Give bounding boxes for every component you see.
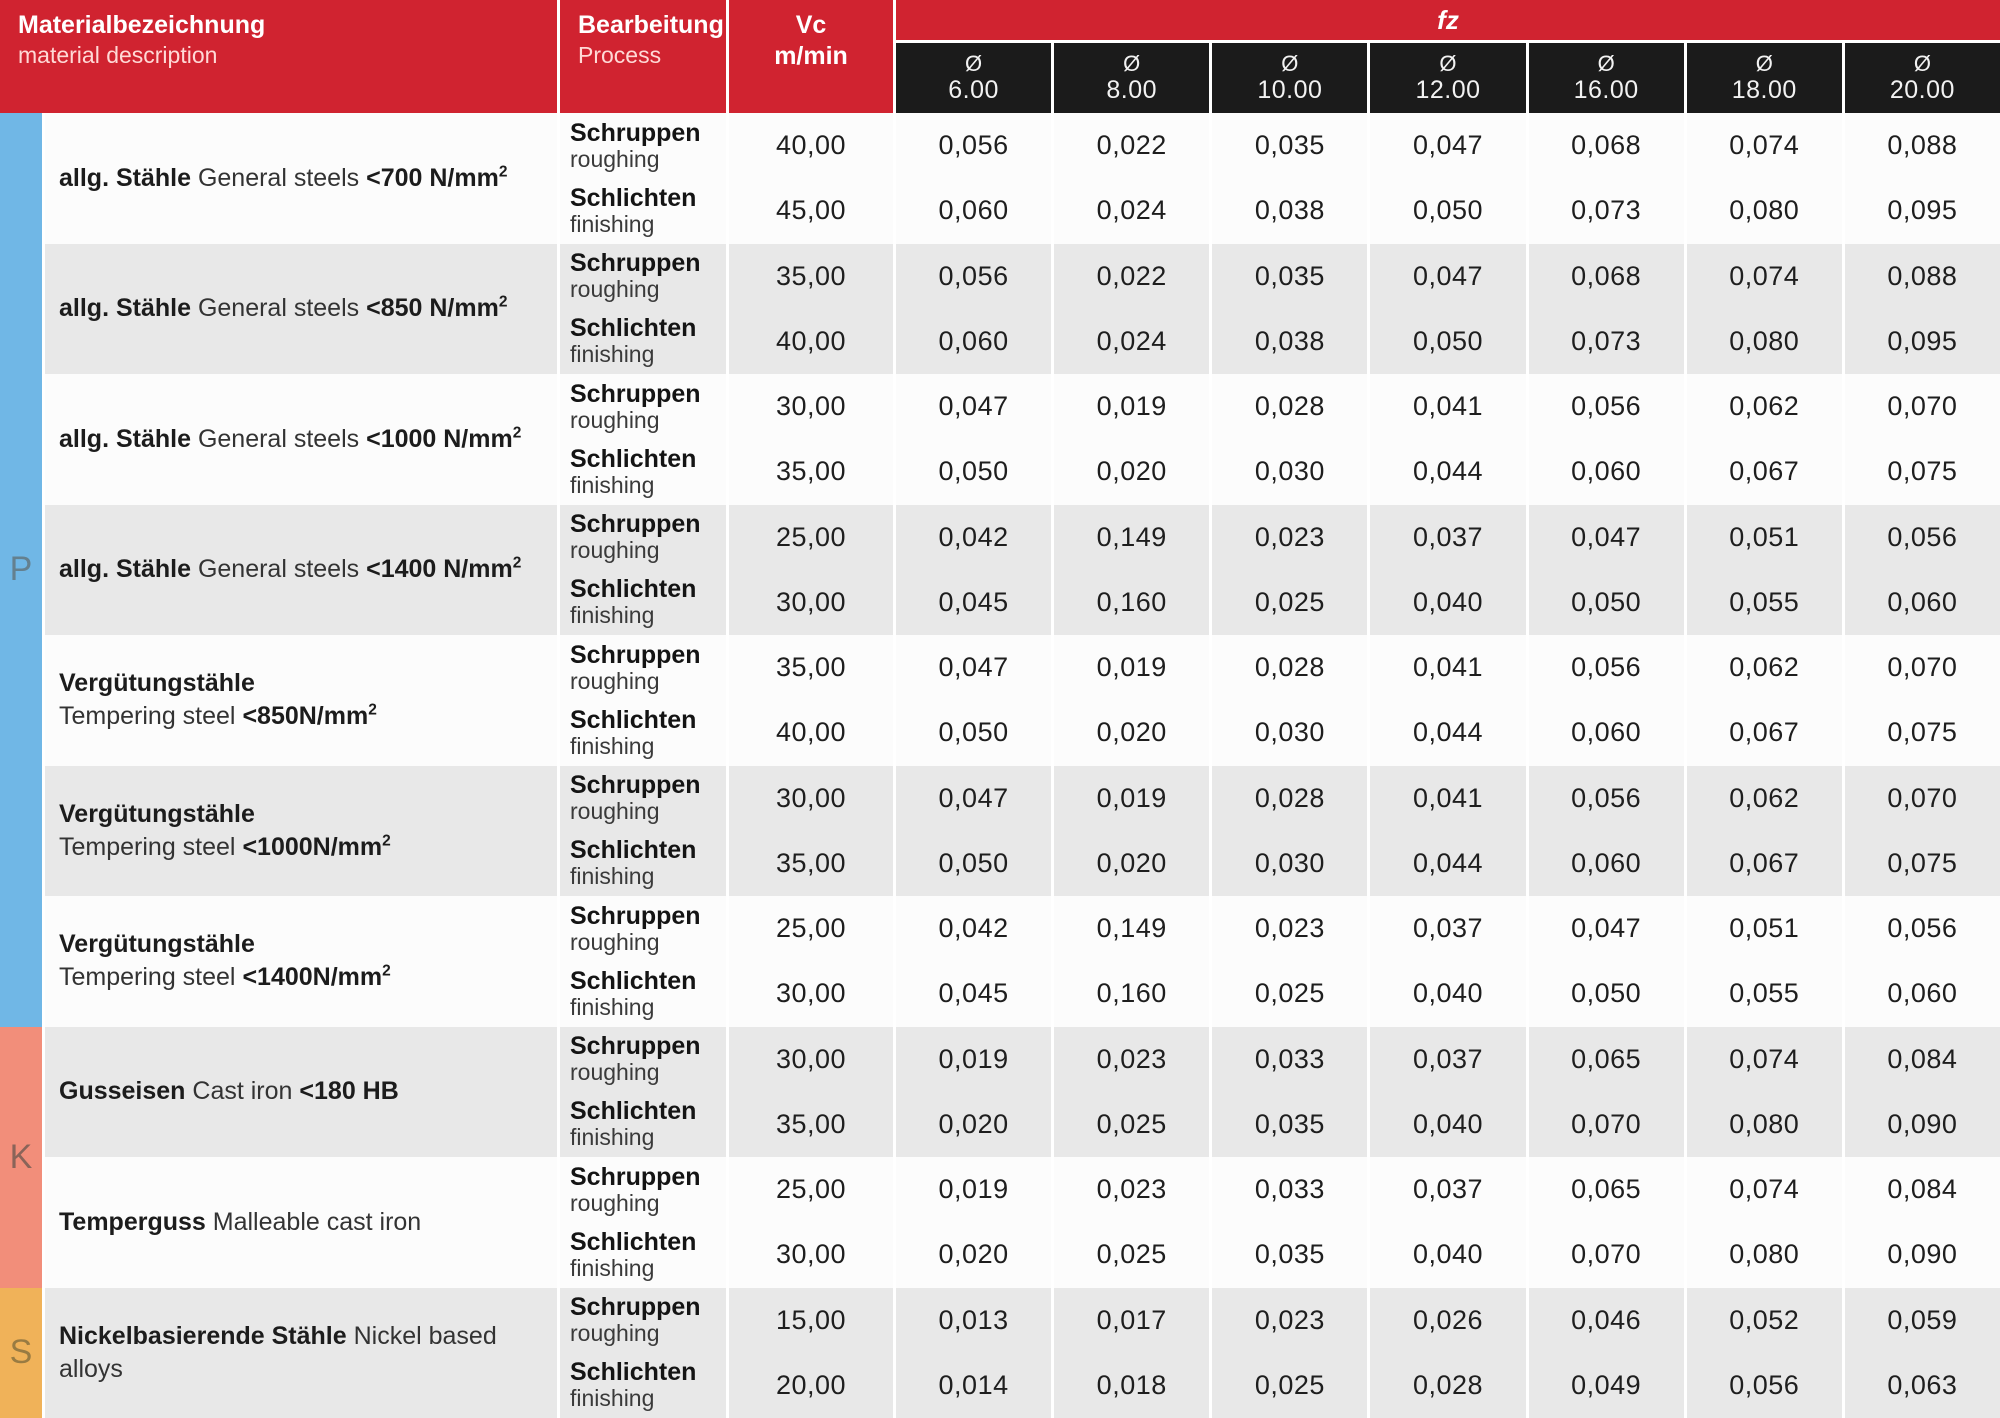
fz-value-cell: 0,062 (1687, 374, 1842, 439)
material-cell (45, 505, 557, 636)
fz-value-cell: 0,023 (1054, 1027, 1209, 1092)
material-name-en: Tempering steel $<1400N/mm^2$ (59, 962, 391, 992)
material-name: allg. Stähle General steels <850 $N/mm^2$ (59, 293, 508, 323)
vc-value-cell: 35,00 (729, 635, 893, 700)
vc-value-cell: 40,00 (729, 309, 893, 374)
process-label-de: Schruppen (570, 1293, 701, 1322)
process-label-en: roughing (570, 798, 660, 825)
fz-value-cell: 0,035 (1212, 244, 1367, 309)
fz-value-cell: 0,084 (1845, 1027, 2000, 1092)
fz-value-cell: 0,068 (1529, 113, 1684, 178)
fz-value-cell: 0,050 (896, 439, 1051, 504)
header-fz-group (896, 0, 2000, 113)
fz-value-cell: 0,019 (1054, 635, 1209, 700)
process-cell-finishing (560, 309, 726, 374)
material-group-letter: K (9, 1137, 33, 1176)
process-label-en: roughing (570, 276, 660, 303)
fz-value-cell: 0,025 (1212, 570, 1367, 635)
fz-value-cell: 0,037 (1370, 1027, 1525, 1092)
process-label-de: Schlichten (570, 1097, 697, 1126)
fz-value-cell: 0,056 (1687, 1353, 1842, 1418)
fz-value-cell: 0,019 (1054, 374, 1209, 439)
process-cell-roughing (560, 505, 726, 570)
fz-value-cell: 0,062 (1687, 635, 1842, 700)
fz-value-cell: 0,051 (1687, 505, 1842, 570)
material-name: Temperguss Malleable cast iron (59, 1207, 422, 1236)
fz-value-cell: 0,041 (1370, 766, 1525, 831)
process-cell-finishing (560, 831, 726, 896)
vc-value-cell: 30,00 (729, 961, 893, 1026)
fz-value-cell: 0,060 (896, 309, 1051, 374)
fz-value-cell: 0,070 (1845, 766, 2000, 831)
fz-value-cell: 0,065 (1529, 1157, 1684, 1222)
material-name-en: Tempering steel $<1000N/mm^2$ (59, 832, 391, 861)
process-label-en: finishing (570, 732, 655, 759)
fz-value-cell: 0,047 (896, 766, 1051, 831)
fz-value-cell: 0,024 (1054, 178, 1209, 243)
fz-value-cell: 0,149 (1054, 896, 1209, 961)
fz-value-cell: 0,070 (1529, 1222, 1684, 1287)
material-cell (45, 1157, 557, 1288)
header-vc (729, 0, 893, 113)
fz-value-cell: 0,088 (1845, 113, 2000, 178)
fz-value-cell: 0,047 (1370, 244, 1525, 309)
fz-value-cell: 0,038 (1212, 178, 1367, 243)
fz-value-cell: 0,037 (1370, 505, 1525, 570)
fz-value-cell: 0,047 (1529, 505, 1684, 570)
fz-value-cell: 0,056 (1529, 635, 1684, 700)
fz-value-cell: 0,075 (1845, 439, 2000, 504)
fz-value-cell: 0,025 (1212, 1353, 1367, 1418)
header-process-label-de: Bearbeitung (578, 11, 724, 39)
vc-value-cell: 35,00 (729, 244, 893, 309)
process-label-en: roughing (570, 1320, 660, 1347)
vc-value-cell: 45,00 (729, 178, 893, 243)
fz-value-cell: 0,047 (896, 635, 1051, 700)
process-label-de: Schruppen (570, 379, 701, 408)
diameter-header-cell (1529, 43, 1684, 113)
fz-value-cell: 0,037 (1370, 896, 1525, 961)
fz-value-cell: 0,080 (1687, 1222, 1842, 1287)
process-label-de: Schruppen (570, 640, 701, 669)
fz-value-cell: 0,065 (1529, 1027, 1684, 1092)
table-body (0, 113, 2000, 1418)
material-name-en: Tempering steel $<850N/mm^2$ (59, 701, 377, 731)
fz-value-cell: 0,047 (1370, 113, 1525, 178)
material-group-band-P (0, 113, 42, 1027)
fz-value-cell: 0,070 (1529, 1092, 1684, 1157)
diameter-symbol: Ø (1281, 50, 1299, 76)
diameter-symbol: Ø (1439, 50, 1457, 76)
fz-value-cell: 0,035 (1212, 113, 1367, 178)
material-group-band-S (0, 1288, 42, 1418)
process-label-en: finishing (570, 1385, 655, 1412)
fz-value-cell: 0,047 (1529, 896, 1684, 961)
fz-value-cell: 0,080 (1687, 178, 1842, 243)
material-cell (45, 374, 557, 505)
process-cell-finishing (560, 700, 726, 765)
fz-value-cell: 0,019 (896, 1157, 1051, 1222)
fz-value-cell: 0,050 (896, 700, 1051, 765)
process-label-de: Schlichten (570, 444, 697, 473)
diameter-header-cell (896, 43, 1051, 113)
fz-value-cell: 0,019 (1054, 766, 1209, 831)
fz-value-cell: 0,020 (1054, 700, 1209, 765)
fz-value-cell: 0,014 (896, 1353, 1051, 1418)
fz-value-cell: 0,080 (1687, 1092, 1842, 1157)
fz-value-cell: 0,074 (1687, 244, 1842, 309)
fz-value-cell: 0,023 (1212, 505, 1367, 570)
fz-value-cell: 0,056 (1845, 896, 2000, 961)
fz-value-cell: 0,019 (896, 1027, 1051, 1092)
process-label-de: Schlichten (570, 836, 697, 865)
fz-value-cell: 0,013 (896, 1288, 1051, 1353)
material-cell (45, 1288, 557, 1418)
process-label-de: Schruppen (570, 118, 701, 147)
fz-value-cell: 0,060 (896, 178, 1051, 243)
fz-value-cell: 0,023 (1054, 1157, 1209, 1222)
fz-value-cell: 0,060 (1529, 700, 1684, 765)
process-cell-finishing (560, 1092, 726, 1157)
material-name-de: Vergütungstähle (59, 669, 255, 698)
fz-value-cell: 0,050 (1370, 178, 1525, 243)
vc-value-cell: 30,00 (729, 570, 893, 635)
fz-value-cell: 0,075 (1845, 831, 2000, 896)
fz-value-cell: 0,040 (1370, 570, 1525, 635)
process-label-en: roughing (570, 406, 660, 433)
fz-value-cell: 0,020 (896, 1222, 1051, 1287)
fz-value-cell: 0,040 (1370, 1092, 1525, 1157)
header-material-label-en: material description (18, 41, 218, 68)
fz-value-cell: 0,025 (1054, 1222, 1209, 1287)
fz-value-cell: 0,044 (1370, 439, 1525, 504)
fz-value-cell: 0,041 (1370, 374, 1525, 439)
fz-value-cell: 0,056 (896, 113, 1051, 178)
fz-value-cell: 0,055 (1687, 570, 1842, 635)
fz-value-cell: 0,074 (1687, 113, 1842, 178)
diameter-header-cell (1687, 43, 1842, 113)
fz-value-cell: 0,028 (1370, 1353, 1525, 1418)
fz-value-cell: 0,074 (1687, 1027, 1842, 1092)
header-fz-label: fz (896, 0, 2000, 40)
material-name: Nickelbasierende Stähle Nickel based alloys (59, 1321, 497, 1383)
fz-value-cell: 0,050 (1370, 309, 1525, 374)
material-name: allg. Stähle General steels <700 $N/mm^2$ (59, 163, 508, 192)
process-label-de: Schlichten (570, 1227, 697, 1256)
process-cell-roughing (560, 1157, 726, 1222)
fz-value-cell: 0,018 (1054, 1353, 1209, 1418)
fz-value-cell: 0,095 (1845, 309, 2000, 374)
process-label-de: Schlichten (570, 183, 697, 212)
diameter-header-cell (1845, 43, 2000, 113)
fz-value-cell: 0,025 (1212, 961, 1367, 1026)
process-cell-roughing (560, 244, 726, 309)
diameter-symbol: Ø (965, 50, 983, 76)
process-label-en: finishing (570, 1124, 655, 1151)
process-label-de: Schlichten (570, 705, 697, 734)
fz-value-cell: 0,067 (1687, 439, 1842, 504)
fz-value-cell: 0,030 (1212, 831, 1367, 896)
vc-value-cell: 15,00 (729, 1288, 893, 1353)
fz-value-cell: 0,059 (1845, 1288, 2000, 1353)
fz-value-cell: 0,060 (1529, 831, 1684, 896)
fz-value-cell: 0,070 (1845, 635, 2000, 700)
fz-value-cell: 0,063 (1845, 1353, 2000, 1418)
process-cell-roughing (560, 374, 726, 439)
fz-value-cell: 0,023 (1212, 1288, 1367, 1353)
fz-value-cell: 0,023 (1212, 896, 1367, 961)
material-group-band-K (0, 1027, 42, 1288)
process-label-de: Schlichten (570, 966, 697, 995)
diameter-value: 20.00 (1889, 76, 1955, 105)
process-label-de: Schruppen (570, 249, 701, 278)
fz-value-cell: 0,020 (896, 1092, 1051, 1157)
fz-value-cell: 0,088 (1845, 244, 2000, 309)
fz-value-cell: 0,075 (1845, 700, 2000, 765)
material-group-letter: S (9, 1333, 33, 1372)
fz-value-cell: 0,037 (1370, 1157, 1525, 1222)
fz-value-cell: 0,056 (896, 244, 1051, 309)
diameter-value: 6.00 (948, 76, 999, 105)
fz-value-cell: 0,080 (1687, 309, 1842, 374)
fz-value-cell: 0,033 (1212, 1157, 1367, 1222)
process-cell-finishing (560, 439, 726, 504)
fz-value-cell: 0,090 (1845, 1222, 2000, 1287)
vc-value-cell: 35,00 (729, 1092, 893, 1157)
process-cell-roughing (560, 766, 726, 831)
fz-value-cell: 0,056 (1529, 766, 1684, 831)
material-name: allg. Stähle General steels <1400 $N/mm^2$ (59, 554, 522, 584)
vc-value-cell: 25,00 (729, 505, 893, 570)
process-label-en: roughing (570, 1189, 660, 1216)
fz-value-cell: 0,038 (1212, 309, 1367, 374)
fz-value-cell: 0,044 (1370, 831, 1525, 896)
table-header (0, 0, 2000, 113)
fz-value-cell: 0,067 (1687, 831, 1842, 896)
fz-value-cell: 0,073 (1529, 178, 1684, 243)
process-label-en: roughing (570, 667, 660, 694)
header-process (560, 0, 726, 113)
process-cell-roughing (560, 896, 726, 961)
header-material-label-de: Materialbezeichnung (18, 11, 266, 39)
fz-value-cell: 0,042 (896, 505, 1051, 570)
diameter-header-cell (1370, 43, 1525, 113)
fz-value-cell: 0,051 (1687, 896, 1842, 961)
fz-value-cell: 0,040 (1370, 961, 1525, 1026)
fz-value-cell: 0,068 (1529, 244, 1684, 309)
fz-value-cell: 0,049 (1529, 1353, 1684, 1418)
diameter-symbol: Ø (1597, 50, 1615, 76)
fz-value-cell: 0,050 (1529, 570, 1684, 635)
fz-value-cell: 0,022 (1054, 113, 1209, 178)
fz-value-cell: 0,060 (1845, 961, 2000, 1026)
material-cell (45, 635, 557, 766)
diameter-header-cell (1212, 43, 1367, 113)
fz-value-cell: 0,052 (1687, 1288, 1842, 1353)
fz-value-cell: 0,050 (1529, 961, 1684, 1026)
process-label-en: roughing (570, 145, 660, 172)
header-vc-label: Vc (795, 11, 827, 39)
diameter-symbol: Ø (1913, 50, 1931, 76)
fz-value-cell: 0,044 (1370, 700, 1525, 765)
process-label-en: finishing (570, 341, 655, 368)
fz-value-cell: 0,062 (1687, 766, 1842, 831)
process-label-en: finishing (570, 993, 655, 1020)
fz-value-cell: 0,022 (1054, 244, 1209, 309)
fz-value-cell: 0,074 (1687, 1157, 1842, 1222)
fz-value-cell: 0,056 (1529, 374, 1684, 439)
vc-value-cell: 30,00 (729, 1222, 893, 1287)
material-cell (45, 896, 557, 1027)
process-cell-roughing (560, 113, 726, 178)
fz-value-cell: 0,025 (1054, 1092, 1209, 1157)
material-name-de: Vergütungstähle (59, 930, 255, 959)
fz-value-cell: 0,020 (1054, 831, 1209, 896)
vc-value-cell: 35,00 (729, 439, 893, 504)
fz-value-cell: 0,033 (1212, 1027, 1367, 1092)
material-name: Gusseisen Cast iron <180 HB (59, 1077, 399, 1106)
fz-value-cell: 0,028 (1212, 635, 1367, 700)
diameter-header-row (896, 43, 2000, 113)
process-cell-finishing (560, 961, 726, 1026)
material-cell (45, 766, 557, 897)
fz-value-cell: 0,042 (896, 896, 1051, 961)
fz-value-cell: 0,160 (1054, 961, 1209, 1026)
fz-value-cell: 0,050 (896, 831, 1051, 896)
fz-value-cell: 0,028 (1212, 374, 1367, 439)
material-cell (45, 113, 557, 244)
process-label-de: Schlichten (570, 575, 697, 604)
header-material-description (0, 0, 557, 113)
process-label-de: Schlichten (570, 314, 697, 343)
fz-value-cell: 0,060 (1529, 439, 1684, 504)
fz-value-cell: 0,028 (1212, 766, 1367, 831)
fz-value-cell: 0,045 (896, 961, 1051, 1026)
fz-value-cell: 0,041 (1370, 635, 1525, 700)
material-name-de: Vergütungstähle (59, 799, 255, 828)
fz-value-cell: 0,030 (1212, 439, 1367, 504)
diameter-value: 12.00 (1415, 76, 1481, 105)
fz-value-cell: 0,020 (1054, 439, 1209, 504)
diameter-value: 8.00 (1106, 76, 1158, 105)
fz-value-cell: 0,073 (1529, 309, 1684, 374)
fz-value-cell: 0,035 (1212, 1092, 1367, 1157)
material-cell (45, 1027, 557, 1158)
fz-value-cell: 0,040 (1370, 1222, 1525, 1287)
fz-value-cell: 0,095 (1845, 178, 2000, 243)
process-cell-finishing (560, 178, 726, 243)
fz-value-cell: 0,160 (1054, 570, 1209, 635)
vc-value-cell: 25,00 (729, 1157, 893, 1222)
process-cell-finishing (560, 1353, 726, 1418)
header-process-label-en: Process (578, 41, 662, 68)
fz-value-cell: 0,067 (1687, 700, 1842, 765)
fz-value-cell: 0,026 (1370, 1288, 1525, 1353)
fz-value-cell: 0,055 (1687, 961, 1842, 1026)
material-group-letter: P (9, 550, 33, 589)
fz-value-cell: 0,070 (1845, 374, 2000, 439)
vc-value-cell: 35,00 (729, 831, 893, 896)
fz-value-cell: 0,060 (1845, 570, 2000, 635)
header-vc-unit: m/min (774, 41, 848, 70)
fz-value-cell: 0,024 (1054, 309, 1209, 374)
process-label-de: Schruppen (570, 901, 701, 930)
fz-value-cell: 0,149 (1054, 505, 1209, 570)
diameter-value: 18.00 (1731, 76, 1797, 105)
vc-value-cell: 25,00 (729, 896, 893, 961)
fz-value-cell: 0,056 (1845, 505, 2000, 570)
diameter-symbol: Ø (1755, 50, 1773, 76)
process-cell-finishing (560, 1222, 726, 1287)
vc-value-cell: 20,00 (729, 1353, 893, 1418)
fz-value-cell: 0,045 (896, 570, 1051, 635)
process-cell-finishing (560, 570, 726, 635)
diameter-header-cell (1054, 43, 1209, 113)
fz-value-cell: 0,090 (1845, 1092, 2000, 1157)
process-label-en: finishing (570, 602, 655, 629)
process-label-de: Schruppen (570, 771, 701, 800)
fz-value-cell: 0,017 (1054, 1288, 1209, 1353)
fz-value-cell: 0,035 (1212, 1222, 1367, 1287)
process-label-en: roughing (570, 928, 660, 955)
process-cell-roughing (560, 1288, 726, 1353)
process-label-en: finishing (570, 1254, 655, 1281)
diameter-symbol: Ø (1123, 50, 1141, 76)
vc-value-cell: 40,00 (729, 113, 893, 178)
material-cell (45, 244, 557, 375)
process-label-de: Schruppen (570, 510, 701, 539)
process-cell-roughing (560, 635, 726, 700)
vc-value-cell: 30,00 (729, 374, 893, 439)
vc-value-cell: 40,00 (729, 700, 893, 765)
process-label-de: Schruppen (570, 1162, 701, 1191)
process-label-en: roughing (570, 537, 660, 564)
fz-value-cell: 0,084 (1845, 1157, 2000, 1222)
material-name: allg. Stähle General steels <1000 $N/mm^2$ (59, 424, 522, 453)
process-label-de: Schruppen (570, 1032, 701, 1061)
diameter-value: 16.00 (1573, 76, 1639, 105)
process-label-en: finishing (570, 863, 655, 890)
fz-value-cell: 0,047 (896, 374, 1051, 439)
process-cell-roughing (560, 1027, 726, 1092)
diameter-value: 10.00 (1257, 76, 1323, 105)
process-label-en: finishing (570, 210, 655, 237)
fz-value-cell: 0,030 (1212, 700, 1367, 765)
process-label-en: roughing (570, 1059, 660, 1086)
process-label-en: finishing (570, 471, 655, 498)
vc-value-cell: 30,00 (729, 1027, 893, 1092)
vc-value-cell: 30,00 (729, 766, 893, 831)
process-label-de: Schlichten (570, 1358, 697, 1387)
fz-value-cell: 0,046 (1529, 1288, 1684, 1353)
